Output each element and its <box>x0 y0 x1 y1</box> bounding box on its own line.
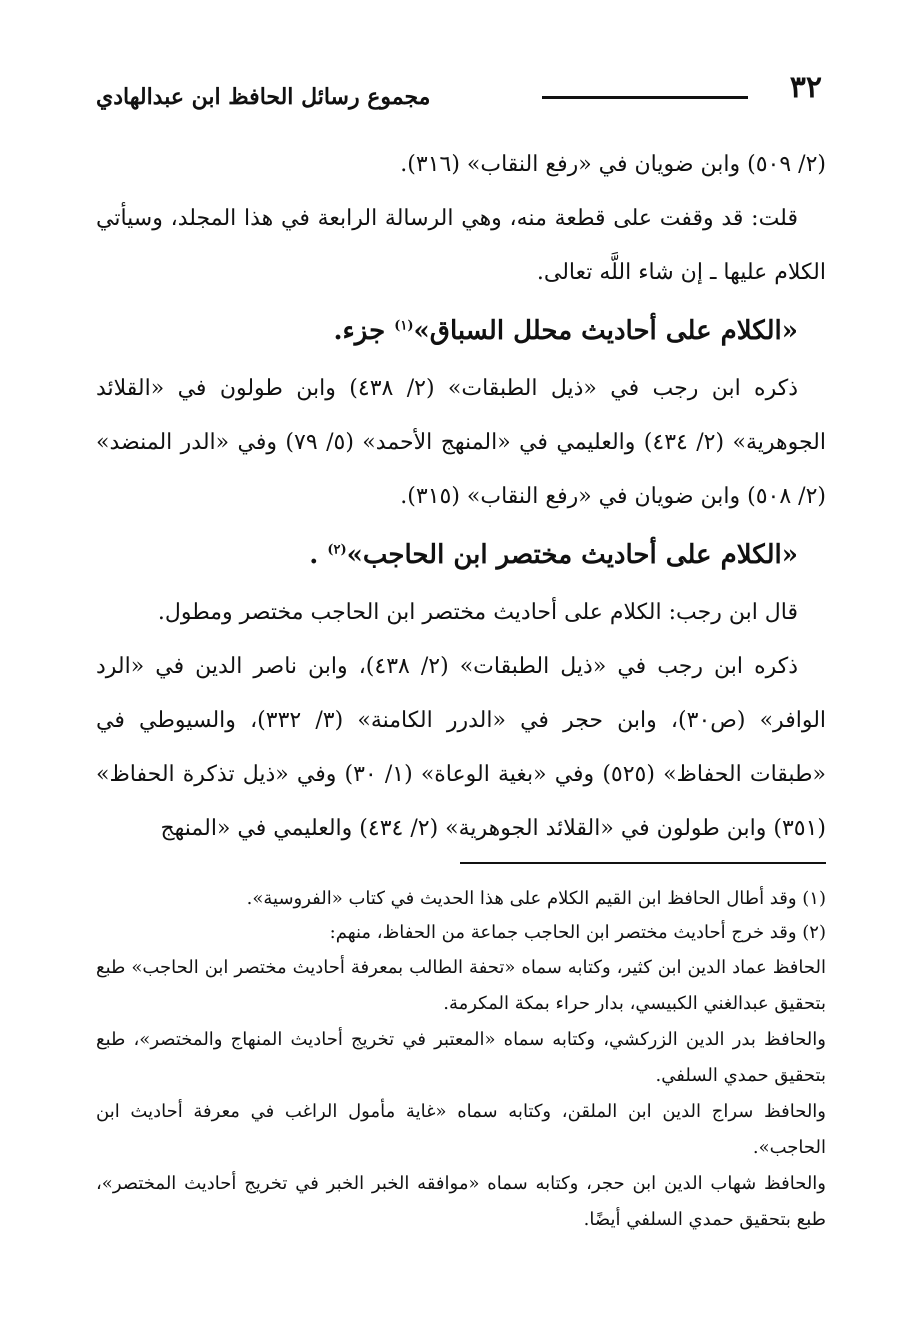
main-text <box>96 138 826 856</box>
footnote-2-item-1: الحافظ عماد الدين ابن كثير، وكتابه سماه «تحفة الطالب بمعرفة أحاديث مختصر ابن الحاجب» طبع بتحقيق عبدالغني الكبيسي، بدار حراء بمكة المكرمة. <box>96 957 826 1014</box>
book-page <box>96 60 827 1230</box>
heading-1-title: «الكلام على أحاديث محلل السباق» <box>413 316 798 346</box>
footnote-2-item-4: والحافظ شهاب الدين ابن حجر، وكتابه سماه «موافقه الخبر الخبر في تخريج أحاديث المختصر»، طبع بتحقيق حمدي السلفي أيضًا. <box>96 1173 826 1230</box>
footnote-separator <box>460 862 826 864</box>
section-heading-1 <box>96 302 826 360</box>
footnote-ref-2[interactable]: (٢) <box>327 542 347 558</box>
footnote-2-item-3: والحافظ سراج الدين ابن الملقن، وكتابه سماه «غاية مأمول الراغب في معرفة أحاديث ابن الحاجب». <box>96 1101 826 1158</box>
paragraph-3: ذكره ابن رجب في «ذيل الطبقات» (٢/ ٤٣٨) وابن طولون في «القلائد الجوهرية» (٢/ ٤٣٤) والعليمي في «المنهج الأحمد» (٥/ ٧٩) وفي «الدر المنضد» (٢/ ٥٠٨) وابن ضويان في «رفع النقاب» (٣١٥). <box>96 376 826 509</box>
running-title: مجموع رسائل الحافظ ابن عبدالهادي <box>96 84 431 110</box>
heading-2-tail: . <box>309 540 328 570</box>
section-heading-2 <box>96 526 826 584</box>
heading-2-title: «الكلام على أحاديث مختصر ابن الحاجب» <box>346 540 798 570</box>
paragraph-1: (٢/ ٥٠٩) وابن ضويان في «رفع النقاب» (٣١٦). <box>400 152 826 177</box>
footnote-1: (١) وقد أطال الحافظ ابن القيم الكلام على هذا الحديث في كتاب «الفروسية». <box>246 888 826 909</box>
footnote-2: (٢) وقد خرج أحاديث مختصر ابن الحاجب جماعة من الحفاظ، منهم: <box>329 922 826 943</box>
heading-1-tail: جزء. <box>333 316 395 346</box>
footnote-ref-1[interactable]: (١) <box>394 318 414 334</box>
paragraph-2: قلت: قد وقفت على قطعة منه، وهي الرسالة الرابعة في هذا المجلد، وسيأتي الكلام عليها ـ إن شاء اللَّه تعالى. <box>96 206 826 285</box>
footnotes <box>96 882 826 1238</box>
paragraph-4: قال ابن رجب: الكلام على أحاديث مختصر ابن الحاجب مختصر ومطول. <box>157 600 798 625</box>
footnote-2-item-2: والحافظ بدر الدين الزركشي، وكتابه سماه «المعتبر في تخريج أحاديث المنهاج والمختصر»، طبع بتحقيق حمدي السلفي. <box>96 1029 826 1086</box>
page-number: ٣٢ <box>789 70 822 105</box>
paragraph-5: ذكره ابن رجب في «ذيل الطبقات» (٢/ ٤٣٨)، وابن ناصر الدين في «الرد الوافر» (ص٣٠)، وابن حجر في «الدرر الكامنة» (٣/ ٣٣٢)، والسيوطي في «طبقات الحفاظ» (٥٢٥) وفي «بغية الوعاة» (١/ ٣٠) وفي «ذيل تذكرة الحفاظ» (٣٥١) وابن طولون في «القلائد الجوهرية» (٢/ ٤٣٤) والعليمي في «المنهج <box>96 654 827 841</box>
running-header <box>96 60 826 110</box>
header-rule <box>542 96 748 99</box>
